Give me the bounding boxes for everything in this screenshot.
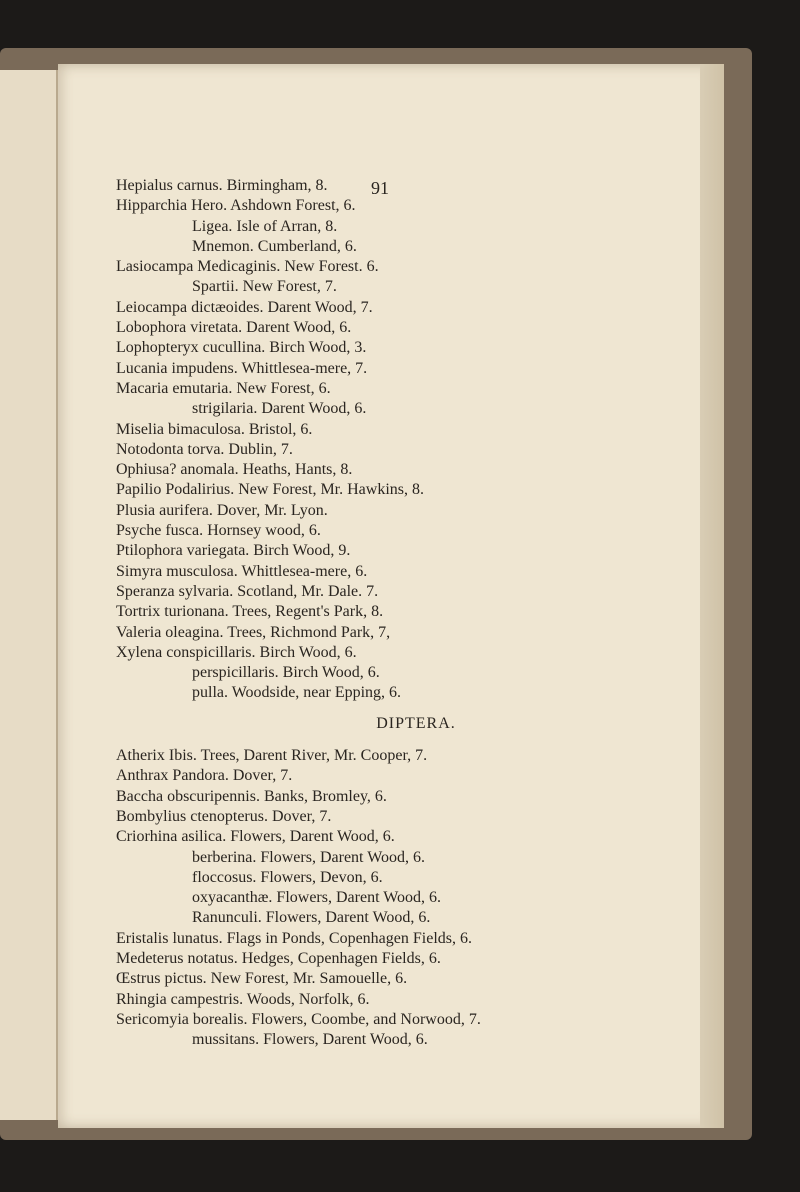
entry-line: oxyacanthæ. Flowers, Darent Wood, 6.: [192, 889, 442, 907]
entry-line: Hipparchia Hero. Ashdown Forest, 6.: [116, 197, 356, 215]
entry-line: Bombylius ctenopterus. Dover, 7.: [116, 807, 332, 825]
entry-line: Papilio Podalirius. New Forest, Mr. Hawkins, 8.: [116, 481, 424, 499]
section-heading: DIPTERA.: [376, 714, 456, 732]
entry-line: Plusia aurifera. Dover, Mr. Lyon.: [116, 501, 328, 519]
entry-line: Rhingia campestris. Woods, Norfolk, 6.: [116, 990, 370, 1008]
entry-line: Mnemon. Cumberland, 6.: [192, 237, 357, 255]
entry-line: Ophiusa? anomala. Heaths, Hants, 8.: [116, 461, 353, 479]
entry-line: Anthrax Pandora. Dover, 7.: [116, 767, 293, 785]
entry-line: Lobophora viretata. Darent Wood, 6.: [116, 319, 352, 337]
entry-line: Psyche fusca. Hornsey wood, 6.: [116, 522, 321, 540]
entry-line: pulla. Woodside, near Epping, 6.: [192, 684, 402, 702]
entry-line: Spartii. New Forest, 7.: [192, 278, 337, 296]
entry-line: Notodonta torva. Dublin, 7.: [116, 440, 293, 458]
entry-line: Miselia bimaculosa. Bristol, 6.: [116, 420, 313, 438]
entry-line: Lucania impudens. Whittlesea-mere, 7.: [116, 359, 368, 377]
entry-line: Leiocampa dictæoides. Darent Wood, 7.: [116, 298, 373, 316]
entry-line: Tortrix turionana. Trees, Regent's Park, 8.: [116, 603, 384, 621]
entry-line: Ranunculi. Flowers, Darent Wood, 6.: [192, 909, 431, 927]
entry-line: Speranza sylvaria. Scotland, Mr. Dale. 7.: [116, 582, 379, 600]
entry-line: Medeterus notatus. Hedges, Copenhagen Fields, 6.: [116, 949, 441, 967]
entry-line: Macaria emutaria. New Forest, 6.: [116, 379, 331, 397]
entry-line: Œstrus pictus. New Forest, Mr. Samouelle, 6.: [116, 970, 408, 988]
entry-line: strigilaria. Darent Wood, 6.: [192, 400, 367, 418]
entry-line: Simyra musculosa. Whittlesea-mere, 6.: [116, 562, 368, 580]
entry-line: Ligea. Isle of Arran, 8.: [192, 217, 338, 235]
entry-line: Atherix Ibis. Trees, Darent River, Mr. Cooper, 7.: [116, 747, 428, 765]
page-text: [116, 176, 716, 1050]
entry-line: berberina. Flowers, Darent Wood, 6.: [192, 848, 426, 866]
page-number: 91: [371, 178, 389, 198]
facing-page: [0, 70, 58, 1120]
entry-line: Criorhina asilica. Flowers, Darent Wood, 6.: [116, 828, 395, 846]
entry-line: Baccha obscuripennis. Banks, Bromley, 6.: [116, 787, 387, 805]
entry-line: Hepialus carnus. Birmingham, 8.: [116, 177, 328, 194]
entry-line: Ptilophora variegata. Birch Wood, 9.: [116, 542, 351, 560]
entry-line: Eristalis lunatus. Flags in Ponds, Copenhagen Fields, 6.: [116, 929, 472, 947]
entry-line: floccosus. Flowers, Devon, 6.: [192, 868, 383, 886]
entry-line: Valeria oleagina. Trees, Richmond Park, 7,: [116, 623, 391, 641]
entry-line: Xylena conspicillaris. Birch Wood, 6.: [116, 643, 357, 661]
entry-line: perspicillaris. Birch Wood, 6.: [192, 664, 380, 682]
entry-line: mussitans. Flowers, Darent Wood, 6.: [192, 1031, 428, 1049]
entry-line: Lasiocampa Medicaginis. New Forest. 6.: [116, 258, 379, 276]
entry-line: Sericomyia borealis. Flowers, Coombe, and Norwood, 7.: [116, 1010, 481, 1028]
entry-line: Lophopteryx cucullina. Birch Wood, 3.: [116, 339, 367, 357]
